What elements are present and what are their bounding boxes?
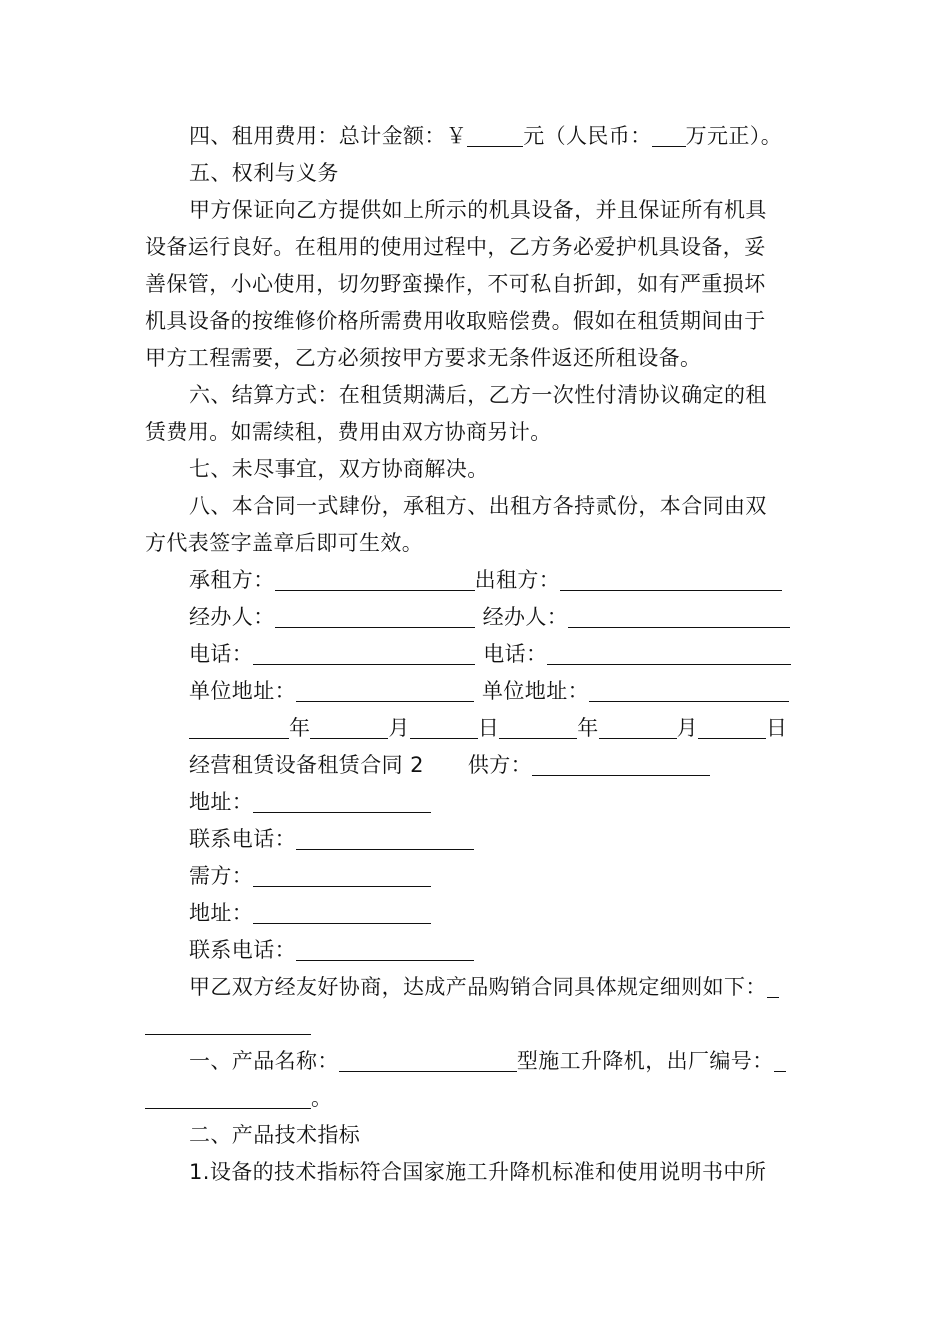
address-left-label: 单位地址：: [189, 679, 296, 703]
product-mid: 型施工升降机，出厂编号：: [516, 1049, 774, 1073]
signature-row-date: [189, 710, 810, 747]
year-label: 年: [289, 716, 311, 740]
serial-continued: [145, 1080, 810, 1117]
buyer-row: [189, 858, 810, 895]
section5-line: 甲方保证向乙方提供如上所示的机具设备，并且保证所有机具: [189, 198, 767, 222]
contract2-header: [189, 747, 810, 784]
day-blank[interactable]: [698, 716, 766, 739]
year-label: 年: [577, 716, 599, 740]
phone1-blank[interactable]: [296, 827, 474, 850]
section5-line: 善保管，小心使用，切勿野蛮操作，不可私自折卸，如有严重损坏: [145, 272, 766, 296]
day-label: 日: [477, 716, 500, 740]
address1-row: [189, 784, 810, 821]
signature-row-phone: [189, 636, 810, 673]
section8-line: 方代表签字盖章后即可生效。: [145, 531, 424, 555]
phone1-label: 联系电话：: [189, 827, 296, 851]
month-label: 月: [388, 716, 410, 740]
buyer-blank[interactable]: [253, 864, 431, 887]
rental-fee-prefix: 四、租用费用：总计金额：￥: [189, 124, 468, 148]
address2-row: [189, 895, 810, 932]
section5-line: 甲方工程需要，乙方必须按甲方要求无条件返还所租设备。: [145, 346, 702, 370]
phone-left-label: 电话：: [189, 642, 254, 666]
section5-line: 设备运行良好。在租用的使用过程中，乙方务必爱护机具设备，妥: [145, 235, 766, 259]
rental-fee-suffix: 万元正）。: [685, 124, 783, 148]
address-right-label: 单位地址：: [482, 679, 589, 703]
serial-blank[interactable]: [774, 1049, 786, 1072]
address1-blank[interactable]: [253, 790, 431, 813]
day-label: 日: [766, 716, 788, 740]
phone1-row: [189, 821, 810, 858]
tech-item-1: 1.设备的技术指标符合国家施工升降机标准和使用说明书中所: [189, 1160, 767, 1184]
address2-blank[interactable]: [253, 901, 431, 924]
lessor-label: 出租方：: [474, 568, 561, 592]
rental-fee-line: [189, 118, 810, 155]
intro-continued: [145, 1006, 810, 1043]
product-name-blank[interactable]: [339, 1049, 517, 1072]
serial-blank-cont[interactable]: [145, 1086, 311, 1109]
section5-title: 五、权利与义务: [189, 161, 339, 185]
address-left-blank[interactable]: [296, 679, 474, 702]
amount-blank[interactable]: [467, 124, 523, 147]
phone2-row: [189, 932, 810, 969]
serial-period: 。: [311, 1086, 333, 1110]
buyer-label: 需方：: [189, 864, 254, 888]
section5-line: 机具设备的按维修价格所需费用收取赔偿费。假如在租赁期间由于: [145, 309, 766, 333]
signature-row-handler: [189, 599, 810, 636]
rmb-amount-blank[interactable]: [652, 124, 686, 147]
address1-label: 地址：: [189, 790, 254, 814]
rental-fee-mid: 元（人民币：: [523, 124, 652, 148]
tech-title: 二、产品技术指标: [189, 1123, 361, 1147]
signature-row-party: [189, 562, 810, 599]
month-blank[interactable]: [599, 716, 677, 739]
intro-text: 甲乙双方经友好协商，达成产品购销合同具体规定细则如下：: [189, 975, 767, 999]
phone-right-blank[interactable]: [547, 642, 791, 665]
lessor-blank[interactable]: [560, 568, 782, 591]
lessee-blank[interactable]: [275, 568, 475, 591]
address-right-blank[interactable]: [589, 679, 789, 702]
supplier-blank[interactable]: [532, 753, 710, 776]
handler-left-label: 经办人：: [189, 605, 275, 629]
section6-line: 六、结算方式：在租赁期满后，乙方一次性付清协议确定的租: [189, 383, 767, 407]
day-blank[interactable]: [410, 716, 478, 739]
section8-line: 八、本合同一式肆份，承租方、出租方各持贰份，本合同由双: [189, 494, 767, 518]
year-blank[interactable]: [189, 716, 289, 739]
supplier-label: 供方：: [467, 753, 533, 777]
contract2-title: 经营租赁设备租赁合同 2: [189, 753, 424, 777]
handler-right-label: 经办人：: [482, 605, 569, 629]
phone2-blank[interactable]: [296, 938, 474, 961]
year-blank[interactable]: [499, 716, 577, 739]
month-blank[interactable]: [310, 716, 388, 739]
phone-left-blank[interactable]: [253, 642, 475, 665]
address2-label: 地址：: [189, 901, 254, 925]
intro-blank[interactable]: [767, 975, 779, 998]
handler-right-blank[interactable]: [568, 605, 790, 628]
product-row: [189, 1043, 810, 1080]
section6-line: 赁费用。如需续租，费用由双方协商另计。: [145, 420, 552, 444]
phone2-label: 联系电话：: [189, 938, 296, 962]
lessee-label: 承租方：: [189, 568, 275, 592]
section7-line: 七、未尽事宜，双方协商解决。: [189, 457, 489, 481]
product-label: 一、产品名称：: [189, 1049, 339, 1073]
intro-blank-cont[interactable]: [145, 1012, 311, 1035]
signature-row-address: [189, 673, 810, 710]
intro-row: [189, 969, 810, 1006]
month-label: 月: [676, 716, 699, 740]
phone-right-label: 电话：: [483, 642, 548, 666]
handler-left-blank[interactable]: [275, 605, 475, 628]
